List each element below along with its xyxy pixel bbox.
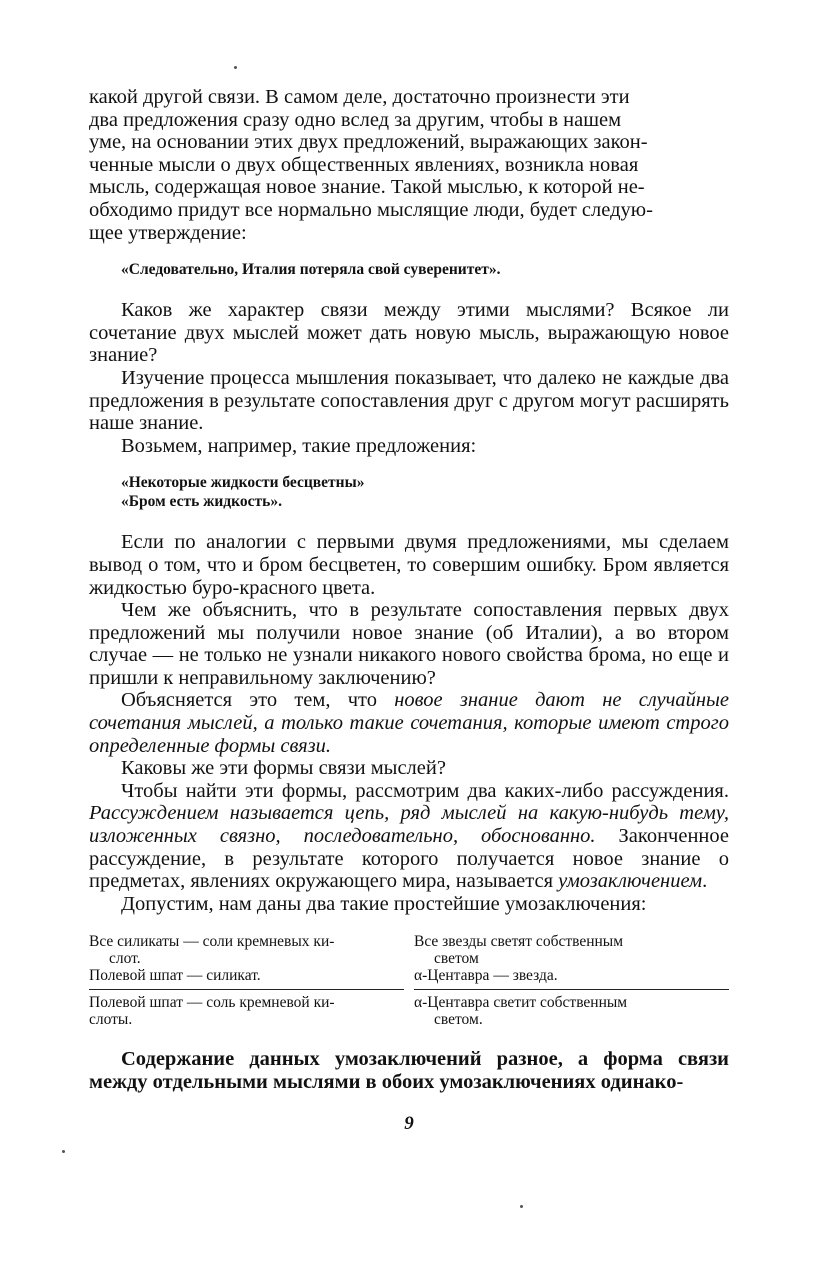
text-line: уме, на основании этих двух предложений, выражающих закон- xyxy=(89,131,648,154)
print-speck xyxy=(520,1205,523,1208)
premise-major-cont: светом xyxy=(434,950,479,968)
paragraph: Чем же объяснить, что в результате сопоставления первых двух предложений мы получили новое знание (об Италии), а во втором случае — не только не узнали никакого нового свойства брома, но еще и пришли к неправильному заключению? xyxy=(89,599,729,689)
page-number: 9 xyxy=(404,1113,414,1134)
text-emphasis: новое знание дают не случайные сочетания мыслей, а только такие сочетания, которые имеют строго определенные формы связи. xyxy=(89,689,730,757)
premise-minor: Полевой шпат — силикат. xyxy=(89,967,261,985)
term-emphasis: умозаключением xyxy=(558,870,703,893)
inference-line xyxy=(89,989,404,990)
text-plain: Законченное рассуждение, в результате которого получается новое знание о предметах, явлениях окружающего мира, называется xyxy=(89,825,729,893)
text-line: щее утверждение: xyxy=(89,221,247,244)
conclusion: α-Центавра светит собственным xyxy=(414,994,628,1012)
paragraph: Допустим, нам даны два такие простейшие умозаключения: xyxy=(121,892,647,915)
paragraph xyxy=(89,780,729,893)
paragraph: Если по аналогии с первыми двумя предложениями, мы сделаем вывод о том, что и бром бесцветен, то совершим ошибку. Бром является жидкостью буро-красного цвета. xyxy=(89,531,729,599)
text-line: обходимо придут все нормально мыслящие люди, будет следую- xyxy=(89,198,653,221)
quoted-premise: «Некоторые жидкости бесцветны» xyxy=(121,474,365,492)
premise-major-cont: слот. xyxy=(109,950,141,968)
inference-line xyxy=(414,989,729,990)
text-plain: . xyxy=(702,870,708,893)
paragraph: Содержание данных умозаключений разное, а форма связи между отдельными мыслями в обоих умозаключениях одинако- xyxy=(89,1048,729,1093)
conclusion-cont: светом. xyxy=(434,1011,483,1029)
text-line: мысль, содержащая новое знание. Такой мыслью, к которой не- xyxy=(89,176,645,199)
premise-minor: α-Центавра — звезда. xyxy=(414,967,558,985)
text-line: два предложения сразу одно вслед за другим, чтобы в нашем xyxy=(89,108,622,131)
premise-major: Все звезды светят собственным xyxy=(414,933,624,951)
syllogism-left xyxy=(89,933,404,1028)
book-page xyxy=(89,86,730,1134)
paragraph: Каков же характер связи между этими мыслями? Всякое ли сочетание двух мыслей может дать новую мысль, выражающую новое знание? xyxy=(89,299,729,367)
paragraph: Возьмем, например, такие предложения: xyxy=(121,434,477,457)
text-line: какой другой связи. В самом деле, достаточно произнести эти xyxy=(89,86,630,108)
paragraph xyxy=(89,689,729,757)
conclusion: Полевой шпат — соль кремневой ки- xyxy=(89,994,335,1012)
premise-major: Все силикаты — соли кремневых ки- xyxy=(89,933,335,951)
paragraph: Изучение процесса мышления показывает, что далеко не каждые два предложения в результате сопоставления друг с другом могут расширять наше знание. xyxy=(89,366,729,435)
quoted-conclusion: «Следовательно, Италия потеряла свой суверенитет». xyxy=(121,261,501,279)
quoted-premise: «Бром есть жидкость». xyxy=(121,493,282,511)
print-speck xyxy=(62,1150,65,1153)
paragraph: Каковы же эти формы связи мыслей? xyxy=(121,757,446,780)
text-plain: Объясняется это тем, что xyxy=(121,689,395,712)
text-plain: Чтобы найти эти формы, рассмотрим два каких-либо рассуждения. xyxy=(121,779,729,802)
syllogism-examples xyxy=(89,933,729,1028)
syllogism-right xyxy=(414,933,729,1028)
definition-emphasis: Рассуждением называется цепь, ряд мыслей на какую-нибудь тему, изложенных связно, последовательно, обоснованно. xyxy=(89,802,729,848)
conclusion-cont: слоты. xyxy=(89,1011,133,1029)
paragraph-continued xyxy=(89,86,729,244)
text-line: ченные мысли о двух общественных явлениях, возникла новая xyxy=(89,153,639,176)
print-speck xyxy=(234,66,237,69)
